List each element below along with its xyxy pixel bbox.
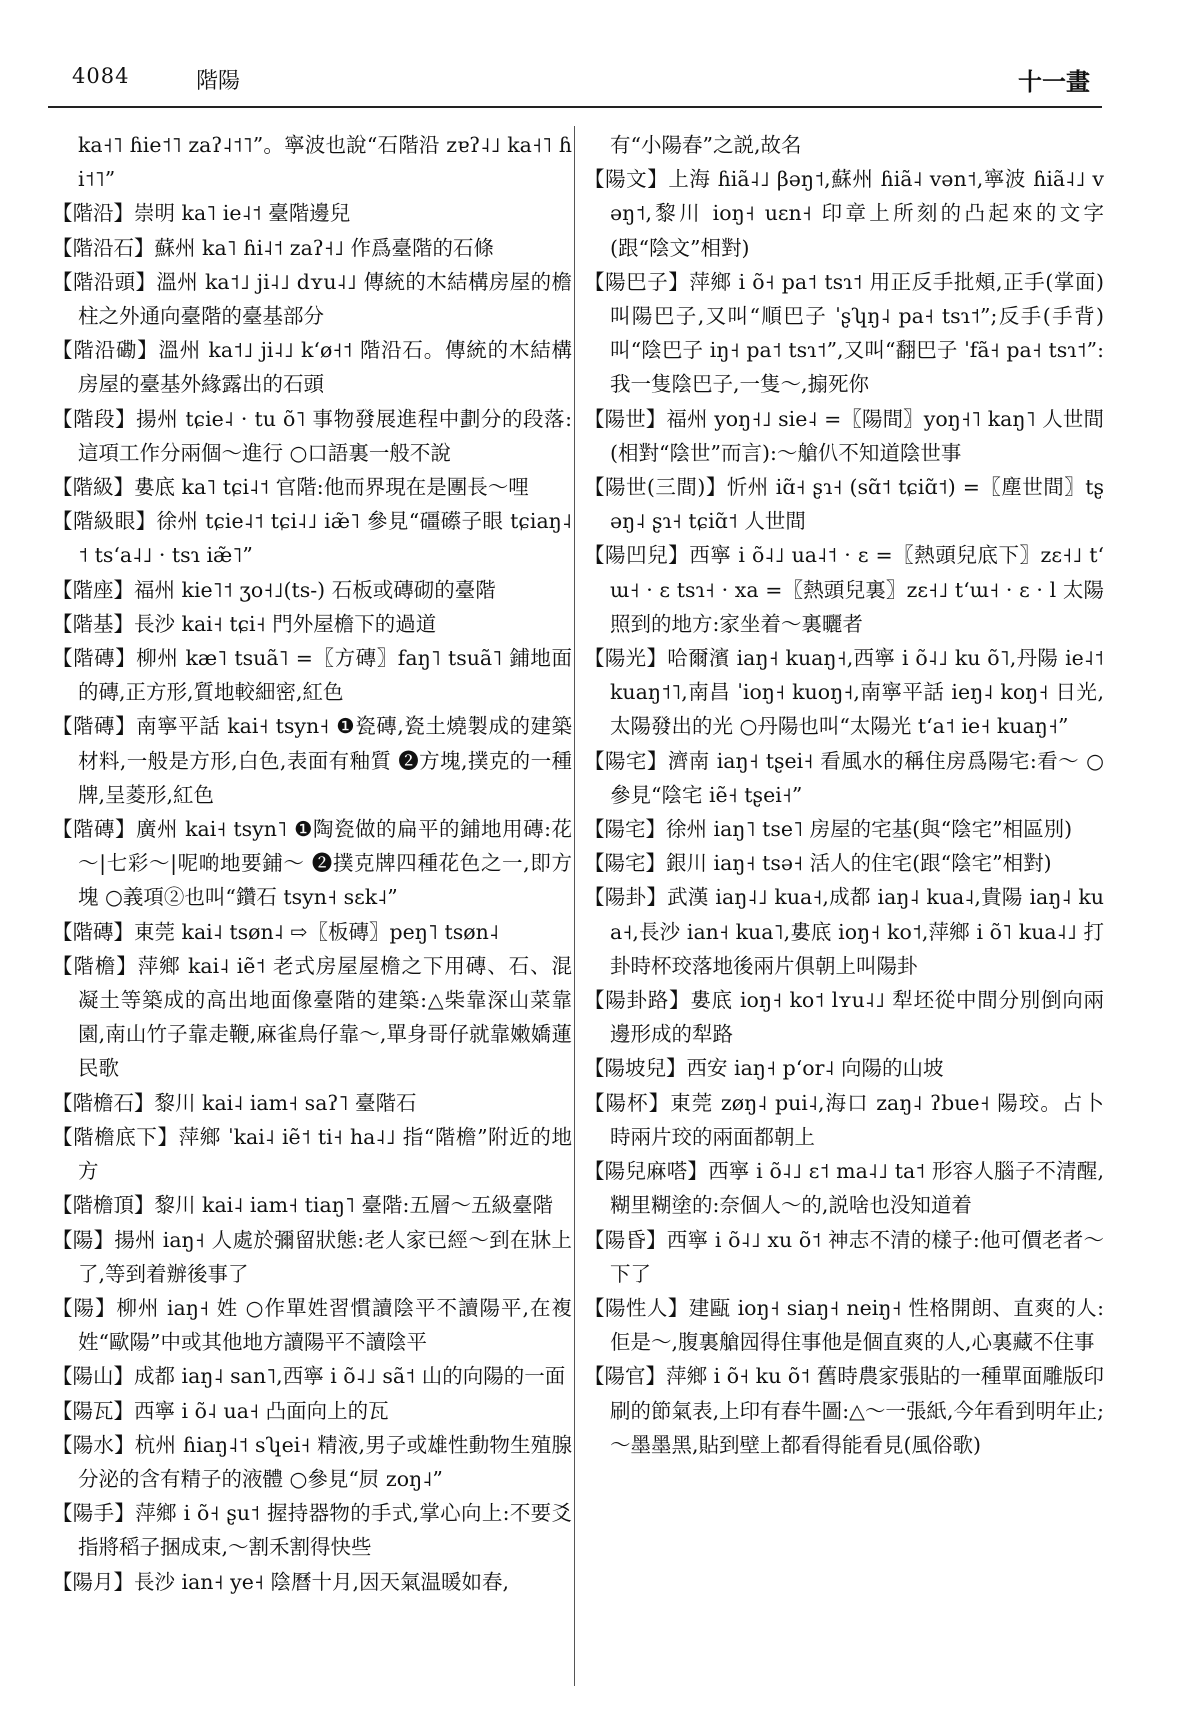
dictionary-entry: 【階磚】東莞 kai˨ tsøn˨ ⇨〖板磚〗peŋ˥ tsøn˨ — [52, 919, 499, 944]
dictionary-entry: 【陽昏】西寧 i õ˨˩ xu õ˦ 神志不清的樣子:他可價老者～下了 — [584, 1227, 1104, 1286]
dictionary-entry: 【陽文】上海 ɦiã˨˩ βəŋ˦,蘇州 ɦiã˨ vən˦,寧波 ɦiã˨˩ vəŋ˦,黎川 ioŋ˧ uɛn˧ 印章上所刻的凸起來的文字(跟“陰文”相對) — [584, 167, 1104, 260]
dictionary-entry: 【陽兒麻嗒】西寧 i õ˨˩ ɛ˦ ma˨˩ ta˦ 形容人腦子不清醒,糊里糊塗的:奈個人～的,説啥也没知道着 — [584, 1159, 1104, 1218]
dictionary-entry: 【陽世】福州 yoŋ˧˩ sie˨ =〖陽間〗yoŋ˧˥ kaŋ˥ 人世間(相對“陰世”而言):～艙仈不知道陰世事 — [584, 406, 1104, 465]
dictionary-entry: 【陽宅】濟南 iaŋ˧ tʂei˧ 看風水的稱住房爲陽宅:看～ ○參見“陰宅 iẽ˧ tʂei˧” — [584, 748, 1104, 807]
dictionary-entry: 【陽性人】建甌 ioŋ˧ siaŋ˧ neiŋ˧ 性格開朗、直爽的人:佢是～,腹裏艙囥得住事他是個直爽的人,心裏藏不住事 — [584, 1295, 1104, 1355]
dictionary-entry: 【階級】婁底 ka˥ tɕi˨˦ 官階:他而界現在是團長～哩 — [52, 475, 529, 500]
dictionary-entry: 【階沿頭】溫州 ka˦˩ ji˨˩ dʏu˨˩ 傳統的木結構房屋的檐柱之外通向臺階的臺基部分 — [52, 269, 572, 329]
dictionary-entry: 【階沿】崇明 ka˥ ie˨˦ 臺階邊兒 — [52, 201, 351, 226]
dictionary-entry: 【階級眼】徐州 tɕie˨˦ tɕi˨˩ iæ̃˥ 參見“礓礤子眼 tɕiaŋ˨˦ tsʻa˨˩ · tsɿ iæ̃˥” — [52, 509, 572, 568]
dictionary-entry: ka˧˥ ɦie˦˥ zaʔ˨˦˥”。寧波也說“石階沿 zɐʔ˨˩ ka˧˥ ɦi˦˥” — [78, 133, 572, 192]
dictionary-entry: 【陽卦路】婁底 ioŋ˧ ko˦ lʏu˨˩ 犁坯從中間分別倒向兩邊形成的犁路 — [584, 988, 1104, 1047]
dictionary-entry: 【陽宅】銀川 iaŋ˧ tsə˧ 活人的住宅(跟“陰宅”相對) — [584, 851, 1052, 876]
dictionary-entry: 【階檐石】黎川 kai˨ iam˧ saʔ˥ 臺階石 — [52, 1090, 417, 1115]
dictionary-entry: 【陽山】成都 iaŋ˨ san˥,西寧 i õ˨˩ sã˦ 山的向陽的一面 — [52, 1364, 566, 1389]
dictionary-entry: 【階檐】萍鄉 kai˨ iẽ˦ 老式房屋屋檐之下用磚、石、混凝土等築成的高出地面像臺階的建築:△柴靠深山菜靠園,南山竹子靠走鞭,麻雀鳥仔靠～,單身哥仔就靠嫩嬌蓮民歌 — [52, 953, 572, 1081]
dictionary-entry: 【陽凹兒】西寧 i õ˨˩ ua˨˦ · ɛ =〖熱頭兒底下〗zɛ˧˩ tʻɯ˧ · ɛ tsɿ˧ · xa =〖熱頭兒裏〗zɛ˧˩ tʻɯ˧ · ɛ · l 太陽照到的地方:家坐着～裏曬者 — [584, 543, 1104, 636]
page-header — [48, 62, 1102, 108]
column-divider — [574, 126, 575, 1686]
dictionary-entry: 【階磚】廣州 kai˧ tsyn˥ ❶陶瓷做的扁平的鋪地用磚:花～|七彩～|呢啲地要鋪～ ❷撲克牌四種花色之一,即方塊 ○義項②也叫“鑽石 tsyn˧ sɛk˨” — [52, 817, 572, 910]
dictionary-entry: 【陽杯】東莞 zøŋ˨ pui˨,海口 zaŋ˨ ʔbue˧ 陽珓。占卜時兩片珓的兩面都朝上 — [584, 1090, 1104, 1149]
dictionary-entry: 【階磚】南寧平話 kai˧ tsyn˧ ❶瓷磚,瓷土燒製成的建築材料,一般是方形,白色,表面有釉質 ❷方塊,撲克的一種牌,呈菱形,紅色 — [52, 714, 572, 807]
dictionary-entry: 【階沿石】蘇州 ka˥ ɦi˨˦ zaʔ˧˩ 作爲臺階的石條 — [52, 235, 495, 260]
dictionary-entry: 【階座】福州 kie˥˦ ʒo˧˩(ts-) 石板或磚砌的臺階 — [52, 577, 496, 602]
dictionary-entry: 【階檐底下】萍鄉 ˈkai˨ iẽ˦ ti˧ ha˨˩ 指“階檐”附近的地方 — [52, 1124, 572, 1184]
dictionary-entry: 【階段】揚州 tɕie˨ · tu õ˥ 事物發展進程中劃分的段落:這項工作分兩個～進行 ○口語裏一般不說 — [52, 406, 572, 465]
dictionary-entry: 【階磚】柳州 kæ˥ tsuã˥ =〖方磚〗faŋ˥ tsuã˥ 鋪地面的磚,正方形,質地較細密,紅色 — [52, 646, 572, 705]
dictionary-entry: 【陽水】杭州 ɦiaŋ˨˦ sʮei˧ 精液,男子或雄性動物生殖腺分泌的含有精子的液體 ○參見“屃 zoŋ˨” — [52, 1432, 572, 1491]
dictionary-entry: 【陽瓦】西寧 i õ˨ ua˧ 凸面向上的瓦 — [52, 1398, 389, 1423]
dictionary-entry: 【陽世(三間)】忻州 iɑ̃˧ ʂɿ˧ (sɑ̃˦ tɕiɑ̃˦) =〖塵世間〗tʂəŋ˨ ʂɿ˧ tɕiɑ̃˦ 人世間 — [584, 475, 1104, 534]
dictionary-entry: 【陽】揚州 iaŋ˧ 人處於彌留狀態:老人家已經～到在牀上了,等到着辦後事了 — [52, 1227, 572, 1286]
dictionary-entry: 【陽】柳州 iaŋ˧ 姓 ○作單姓習慣讀陰平不讀陽平,在複姓“歐陽”中或其他地方讀陽平不讀陰平 — [52, 1295, 572, 1355]
dictionary-entry: 有“小陽春”之説,故名 — [610, 133, 802, 157]
dictionary-entry: 【陽官】萍鄉 i õ˧ ku õ˦ 舊時農家張貼的一種單面雕版印刷的節氣表,上印有春牛圖:△～一張紙,今年看到明年止;～墨墨黑,貼到壁上都看得能看見(風俗歌) — [584, 1364, 1104, 1457]
dictionary-entry: 【陽月】長沙 ian˧ ye˧ 陰曆十月,因天氣温暖如春, — [52, 1569, 509, 1594]
running-title: 階陽 — [196, 69, 241, 94]
dictionary-entry: 【階檐頂】黎川 kai˨ iam˧ tiaŋ˥ 臺階:五層～五級臺階 — [52, 1193, 553, 1218]
dictionary-entry: 【階沿磡】溫州 ka˦˩ ji˨˩ kʻø˧˦ 階沿石。傳統的木結構房屋的臺基外緣露出的石頭 — [52, 338, 572, 397]
dictionary-entry: 【陽坡兒】西安 iaŋ˧ pʻor˨ 向陽的山坡 — [584, 1056, 944, 1081]
dictionary-entry: 【陽巴子】萍鄉 i õ˧ pa˦ tsɿ˦ 用正反手批頰,正手(掌面)叫陽巴子,又叫“順巴子 ˈʂʮŋ˨ pa˧ tsɿ˦”;反手(手背)叫“陰巴子 iŋ˧ pa˦ tsɿ˦”,又叫“翻巴子 ˈfã˧ pa˧ tsɿ˦”:我一隻陰巴子,一隻～,搧死你 — [584, 269, 1104, 397]
dictionary-entry: 【陽宅】徐州 iaŋ˥ tse˥ 房屋的宅基(與“陰宅”相區別) — [584, 817, 1073, 842]
dictionary-entry: 【陽光】哈爾濱 iaŋ˧ kuaŋ˧,西寧 i õ˨˩ ku õ˥,丹陽 ie˨˦ kuaŋ˦˥,南昌 ˈioŋ˧ kuoŋ˧,南寧平話 ieŋ˨ koŋ˧ 日光,太陽發出的光 ○丹陽也叫“太陽光 tʻa˦ ie˧ kuaŋ˧” — [584, 646, 1104, 739]
dictionary-entry: 【陽手】萍鄉 i õ˧ ʂu˦ 握持器物的手式,掌心向上:不要爻指將稻子捆成束,～割禾割得快些 — [52, 1501, 572, 1560]
dictionary-entry: 【陽卦】武漢 iaŋ˨˩ kua˧,成都 iaŋ˨ kua˨,貴陽 iaŋ˨ kua˧,長沙 ian˧ kua˥,婁底 ioŋ˧ ko˦,萍鄉 i õ˥ kua˨˩ 打卦時杯珓落地後兩片俱朝上叫陽卦 — [584, 885, 1104, 978]
page-number: 4084 — [72, 64, 130, 88]
dictionary-entry: 【階基】長沙 kai˧ tɕi˧ 門外屋檐下的過道 — [52, 611, 437, 636]
left-column — [52, 128, 572, 1698]
right-column — [584, 128, 1104, 1698]
stroke-section: 十一畫 — [1018, 67, 1090, 96]
